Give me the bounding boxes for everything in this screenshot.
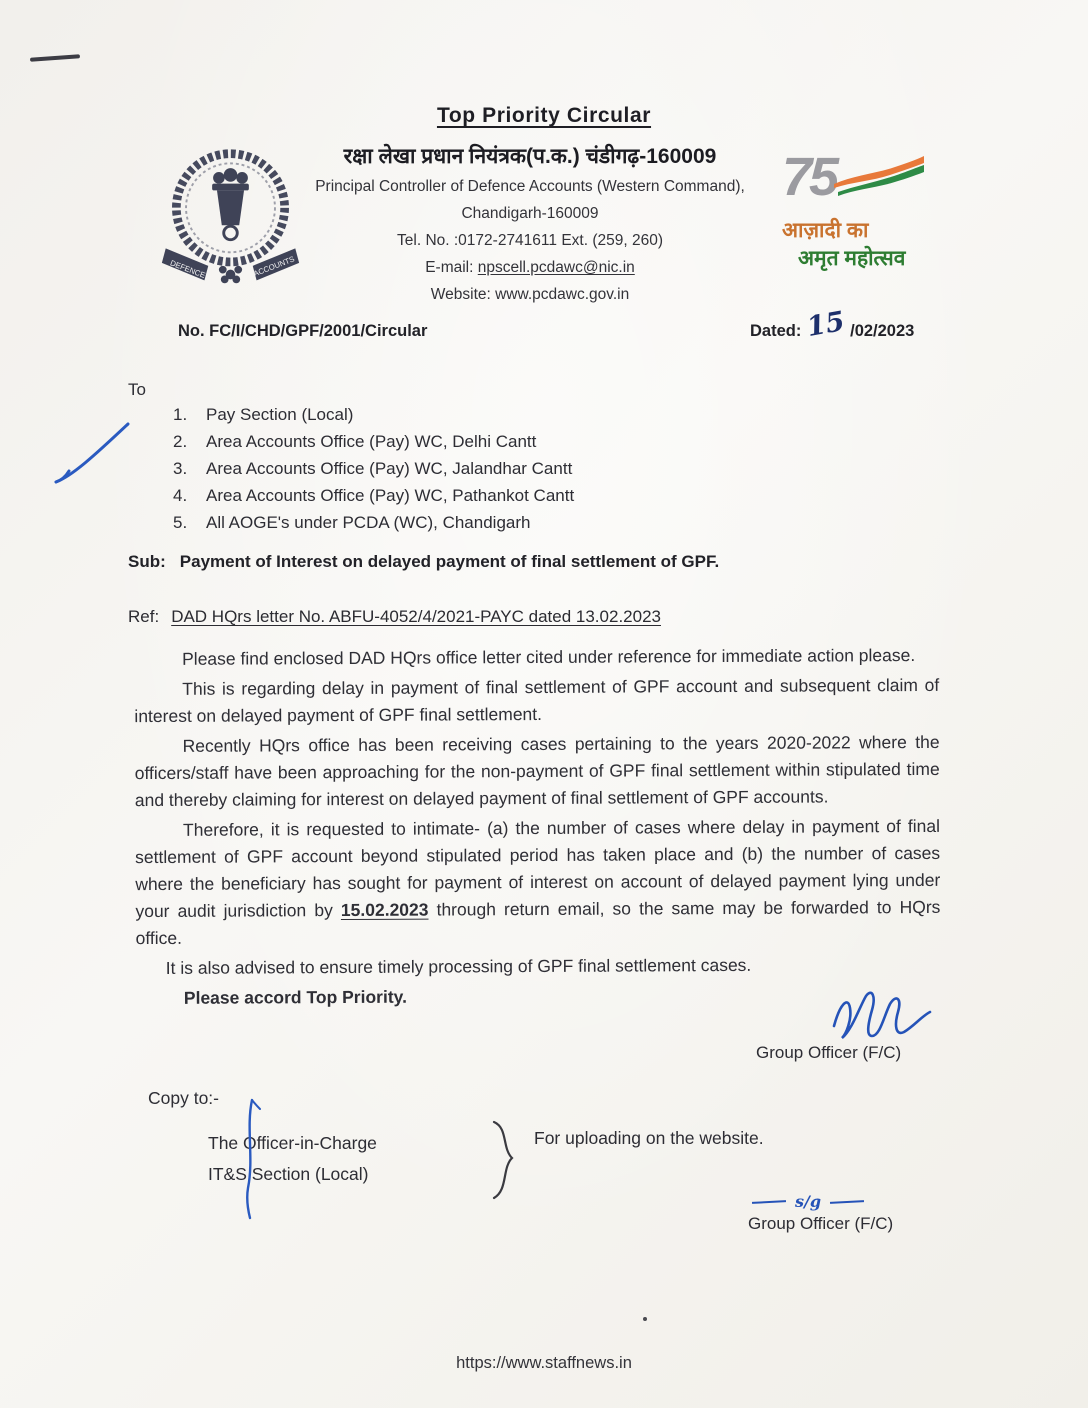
pen-checkmark — [52, 420, 132, 497]
email-label: E-mail: — [425, 259, 478, 276]
reference-text: DAD HQrs letter No. ABFU-4052/4/2021-PAYC dated 13.02.2023 — [171, 607, 661, 626]
deadline-date: 15.02.2023 — [340, 899, 429, 921]
addressee-list — [173, 405, 574, 540]
copy-addressee — [208, 1128, 377, 1190]
paragraph-4 — [135, 813, 941, 952]
list-item-number: 5. — [173, 513, 188, 532]
paragraph-6: Please accord Top Priority. — [183, 986, 407, 1008]
ashoka-emblem-icon — [158, 132, 303, 307]
org-name-hindi: रक्षा लेखा प्रधान नियंत्रक(प.क.) चंडीगढ़-160009 — [343, 145, 717, 168]
scan-pen-mark — [30, 54, 80, 61]
circular-number: No. FC/I/CHD/GPF/2001/Circular — [178, 322, 428, 340]
copy-addressee-line1: The Officer-in-Charge — [208, 1133, 377, 1153]
subject-line — [128, 552, 719, 572]
list-item — [173, 513, 574, 533]
azadi-text-line1: आज़ादी का — [782, 219, 869, 242]
list-item-text: All AOGE's under PCDA (WC), Chandigarh — [206, 513, 531, 532]
paragraph-3: Recently HQrs office has been receiving cases pertaining to the years 2020-2022 where the officers/staff have been approaching for the non-payment of GPF final settlement within stipulated time and thereby claiming for interest on delayed payment of final settlement of GPF accounts. — [134, 731, 940, 811]
paragraph-5: It is also advised to ensure timely processing of GPF final settlement cases. — [165, 954, 752, 978]
document-title — [0, 104, 1088, 128]
list-item-number: 3. — [173, 459, 188, 478]
copy-signatory-designation: Group Officer (F/C) — [748, 1214, 894, 1233]
list-item-text: Area Accounts Office (Pay) WC, Delhi Cantt — [206, 432, 537, 451]
tricolor-flag-icon — [832, 154, 927, 196]
signature-scribble — [826, 986, 936, 1051]
paragraph-4-text-a: Therefore, it is requested to intimate- (a) the number of cases where delay in payment of final settlement of GPF account beyond stipulated period has taken place and (b) the number of cases where the beneficiary has sought for payment of interest on account of delayed payment lying under your audit jurisdiction by — [135, 815, 941, 922]
org-phone: Tel. No. :0172-2741611 Ext. (259, 260) — [397, 232, 663, 249]
pen-dash-right — [830, 1200, 864, 1204]
list-item-text: Pay Section (Local) — [206, 405, 354, 424]
emblem-ribbon-right-text: ACCOUNTS — [252, 254, 296, 279]
org-email-line — [285, 259, 775, 277]
emblem-ribbon-left-text: DEFENCE — [168, 258, 207, 280]
copy-addressee-line2: IT&S Section (Local) — [208, 1164, 369, 1184]
initials-text: s/g — [795, 1192, 822, 1211]
signatory-designation: Group Officer (F/C) — [756, 1043, 902, 1062]
azadi-text-line2: अमृत महोत्सव — [798, 247, 906, 270]
paragraph-4-text-b: through return email, so the same may be forwarded to HQrs office. — [135, 896, 941, 949]
copy-to-label: Copy to:- — [148, 1088, 219, 1108]
azadi-75-numeral: 75 — [782, 147, 837, 207]
handwritten-day: 15 — [804, 305, 847, 344]
source-watermark-url: https://www.staffnews.in — [456, 1354, 632, 1372]
copy-purpose: For uploading on the website. — [534, 1128, 764, 1148]
list-item-number: 2. — [173, 432, 188, 451]
list-item-number: 1. — [173, 405, 188, 424]
list-item-text: Area Accounts Office (Pay) WC, Pathankot Cantt — [206, 486, 575, 505]
reference-label: Ref: — [128, 607, 160, 626]
scan-dot-artifact — [643, 1317, 647, 1321]
list-item-number: 4. — [173, 486, 188, 505]
dated-label: Dated: — [750, 322, 802, 340]
dated-line — [750, 305, 915, 344]
dated-month-year: /02/2023 — [850, 322, 915, 340]
azadi-75-mark — [782, 147, 952, 214]
pen-stroke — [238, 1098, 262, 1225]
list-item-text: Area Accounts Office (Pay) WC, Jalandhar Cantt — [206, 459, 573, 478]
subject-label: Sub: — [128, 552, 166, 571]
list-item — [173, 459, 574, 479]
azadi-ka-amrit-mahotsav-logo — [782, 147, 952, 272]
list-item — [173, 432, 574, 452]
reference-line — [128, 607, 661, 627]
to-label: To — [128, 380, 146, 399]
document-title-text: Top Priority Circular — [436, 104, 652, 127]
subject-text: Payment of Interest on delayed payment of final settlement of GPF. — [179, 552, 720, 571]
email-address: npscell.pcdawc@nic.in — [477, 259, 635, 276]
paragraph-2: This is regarding delay in payment of final settlement of GPF account and subsequent claim of interest on delayed payment of GPF final settlement. — [134, 674, 940, 727]
org-website: Website: www.pcdawc.gov.in — [430, 286, 630, 303]
paragraph-1: Please find enclosed DAD HQrs office letter cited under reference for immediate action please. — [182, 645, 916, 669]
list-item — [173, 486, 574, 506]
pen-dash-left — [752, 1200, 786, 1204]
org-name-english: Principal Controller of Defence Accounts (Western Command), — [315, 178, 745, 195]
letterhead — [285, 142, 775, 313]
handwritten-initials — [752, 1192, 864, 1211]
letter-body — [134, 642, 941, 1015]
curly-brace — [490, 1120, 516, 1205]
list-item — [173, 405, 574, 425]
org-city: Chandigarh-160009 — [461, 205, 599, 222]
